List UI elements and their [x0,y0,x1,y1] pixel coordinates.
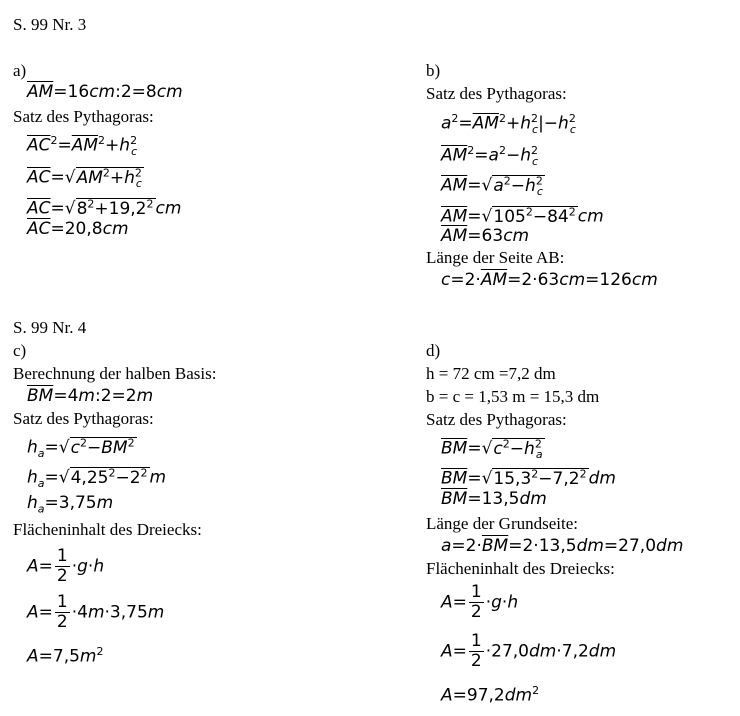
c-berechnung-heading: Berechnung der halben Basis: [13,364,217,383]
b-laenge-heading: Länge der Seite AB: [426,248,565,267]
part-d-label: d) [426,341,441,360]
d-line-area-values: A= $\frac{1}{2}$ ·27,0dm·7,2dm [441,631,617,671]
d-line-bm-values: $\overline{BM}=√15,3^2-7,2^2$ dm [441,467,616,489]
d-line-a: $a=2\cdot\overline{BM}=2\cdot 13,5dm=27,0dm$ [441,536,684,556]
d-given-bc: b = c = 1,53 m = 15,3 dm [426,387,600,406]
b-line-c: $c=2\cdot\overline{AM}=2\cdot 63cm=126cm$ [441,270,658,290]
d-given-h: h = 72 cm =7,2 dm [426,364,556,383]
c-line-area-values: A= $\frac{1}{2}$ ·4m·3,75m [27,592,165,632]
d-line-bm-result: $\overline{BM}=13,5dm$ [441,489,547,509]
a-line-ac-values: $\overline{AC}=√8^2+19,2^2$ cm [27,197,182,219]
c-line-ha-result: $h_a=3,75m$ [27,493,114,516]
b-line-a-squared: $a^2=\overline{AM}^2+h^2_c|-h^2_c$ [441,112,576,137]
b-line-am-root: $\overline{AM}=√a^2-h^2_c$ [441,174,543,199]
b-line-am-values: $\overline{AM}=√105^2-84^2$ cm [441,205,604,227]
a-line-am: $\overline{AM}=16cm:2=8cm$ [27,82,183,102]
c-line-area-formula: A= $\frac{1}{2}$ ·g·h [27,546,105,586]
b-satz-heading: Satz des Pythagoras: [426,84,567,103]
part-a-label: a) [13,61,27,80]
b-line-am-result: $\overline{AM}=63cm$ [441,226,530,246]
c-line-ha-values: $h_a=√4,25^2-2^2$ m [27,466,167,491]
a-satz-heading: Satz des Pythagoras: [13,107,154,126]
c-line-ha-root: $h_a=√c^2-\overline{BM}^2$ [27,436,135,461]
a-line-ac-result: $\overline{AC}=20,8cm$ [27,219,129,239]
d-satz-heading: Satz des Pythagoras: [426,410,567,429]
task-title-nr3: S. 99 Nr. 3 [13,15,87,34]
d-line-bm-root: $\overline{BM}=√c^2-h^2_a$ [441,437,543,462]
b-line-am-squared: $\overline{AM}^2=a^2-h^2_c$ [441,144,539,169]
task-title-nr4: S. 99 Nr. 4 [13,318,87,337]
d-laenge-heading: Länge der Grundseite: [426,514,578,533]
d-line-area-result: $A=97,2dm^2$ [441,684,540,706]
d-line-area-formula: A= $\frac{1}{2}$ ·g·h [441,582,519,622]
c-flaeche-heading: Flächeninhalt des Dreiecks: [13,520,202,539]
a-line-ac-squared: $\overline{AC}^2=\overline{AM}^2+h^2_c$ [27,134,138,159]
part-c-label: c) [13,341,27,360]
part-b-label: b) [426,61,441,80]
c-line-bm: $\overline{BM}=4m:2=2m$ [27,386,154,406]
c-line-area-result: $A=7,5m^2$ [27,645,104,667]
a-line-ac-root: $\overline{AC}=√AM^2+h^2_c$ [27,166,142,191]
c-satz-heading: Satz des Pythagoras: [13,409,154,428]
d-flaeche-heading: Flächeninhalt des Dreiecks: [426,559,615,578]
